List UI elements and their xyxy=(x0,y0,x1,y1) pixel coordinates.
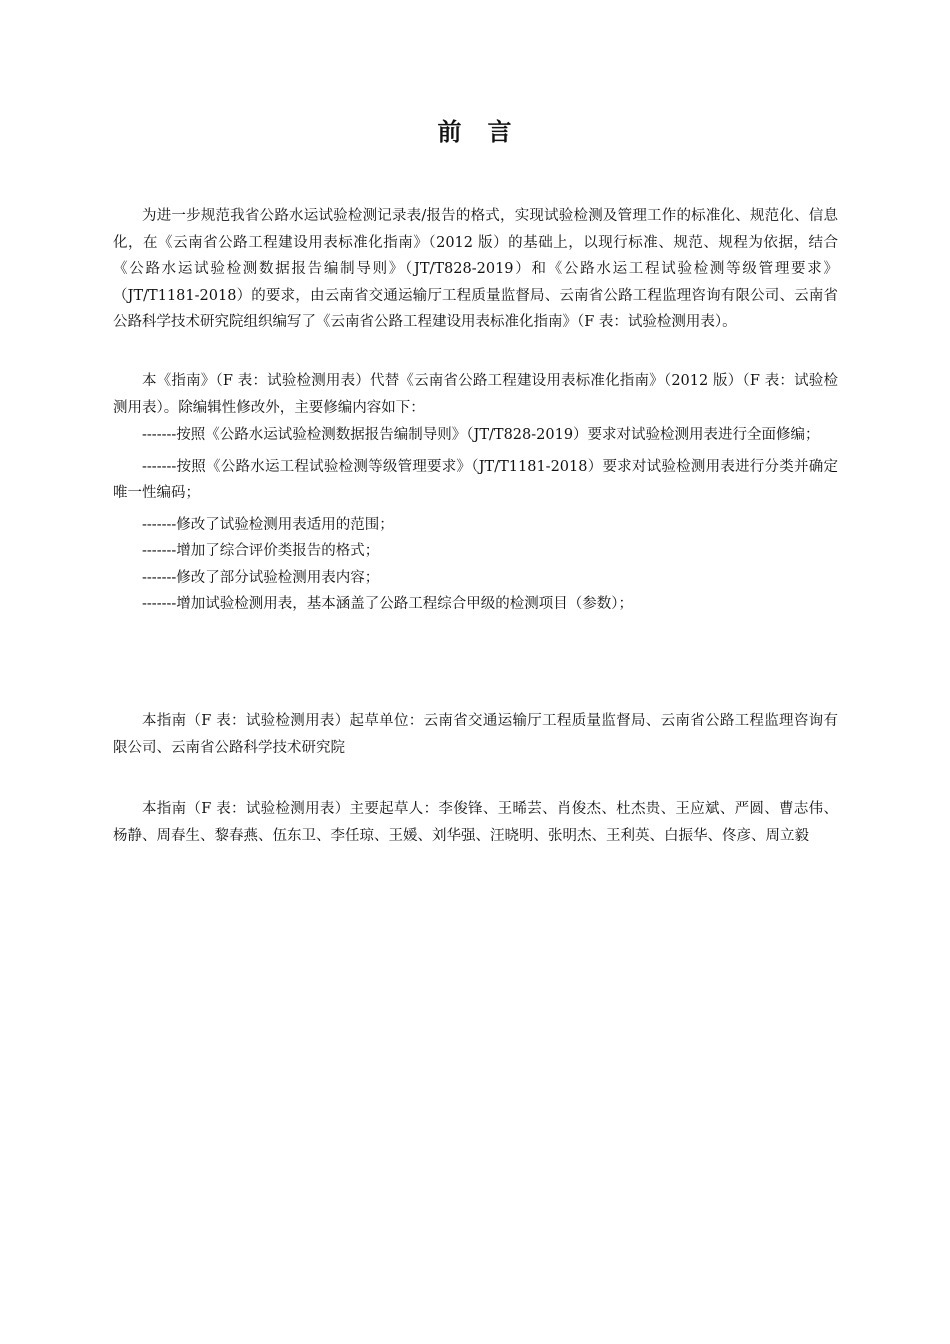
replacement-paragraph: 本《指南》（F 表：试验检测用表）代替《云南省公路工程建设用表标准化指南》（2012 版）（F 表：试验检测用表）。除编辑性修改外，主要修编内容如下： xyxy=(113,373,838,416)
revision-item: -------修改了部分试验检测用表内容； xyxy=(142,569,380,586)
revision-item: -------按照《公路水运试验检测数据报告编制导则》（JT/T828-2019）要求对试验检测用表进行全面修编； xyxy=(142,427,820,443)
revision-item: -------修改了试验检测用表适用的范围； xyxy=(142,516,394,533)
revision-item: -------按照《公路水运工程试验检测等级管理要求》（JT/T1181-2018）要求对试验检测用表进行分类并确定唯一性编码； xyxy=(113,458,838,501)
revision-item: -------增加了综合评价类报告的格式； xyxy=(142,543,380,559)
replacement-section xyxy=(113,368,838,421)
drafting-unit-section xyxy=(113,708,838,761)
intro-section xyxy=(113,203,838,336)
revision-list xyxy=(113,422,838,618)
intro-paragraph: 为进一步规范我省公路水运试验检测记录表/报告的格式，实现试验检测及管理工作的标准化、规范化、信息化，在《云南省公路工程建设用表标准化指南》（2012 版）的基础上，以现行标准、规范、规程为依据，结合《公路水运试验检测数据报告编制导则》（JT/T828-2019）和《公路水运工程试验检测等级管理要求》（JT/T1181-2018）的要求，由云南省交通运输厅工程质量监督局、云南省公路工程监理咨询有限公司、云南省公路科学技术研究院组织编写了《云南省公路工程建设用表标准化指南》（F 表：试验检测用表）。 xyxy=(113,208,838,330)
drafters-section xyxy=(113,796,838,849)
page-title: 前 言 xyxy=(437,118,513,146)
revision-item: -------增加试验检测用表，基本涵盖了公路工程综合甲级的检测项目（参数）； xyxy=(142,596,634,612)
drafting-unit-paragraph: 本指南（F 表：试验检测用表）起草单位：云南省交通运输厅工程质量监督局、云南省公路工程监理咨询有限公司、云南省公路科学技术研究院 xyxy=(113,713,838,756)
drafters-paragraph: 本指南（F 表：试验检测用表）主要起草人：李俊锋、王晞芸、肖俊杰、杜杰贵、王应斌、严圆、曹志伟、杨静、周春生、黎春燕、伍东卫、李任琼、王媛、刘华强、汪晓明、张明杰、王利英、白振华、佟彦、周立毅 xyxy=(113,801,838,844)
